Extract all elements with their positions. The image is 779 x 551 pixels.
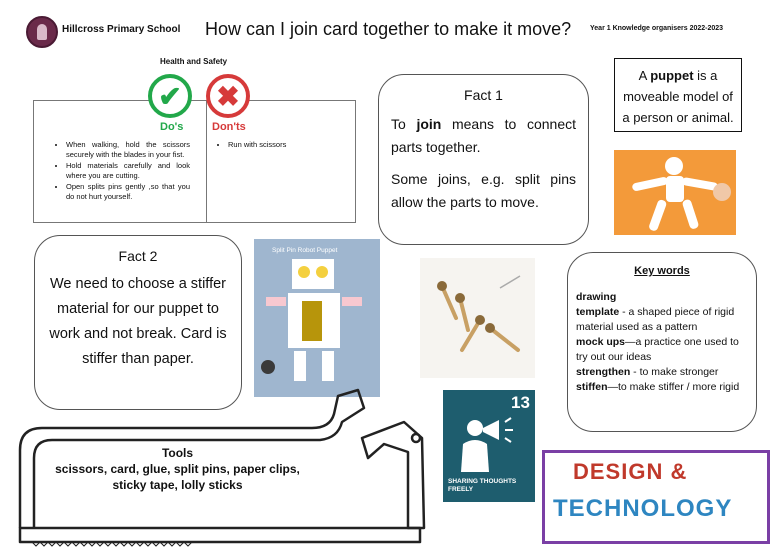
puppet-def-term: puppet xyxy=(650,68,694,83)
fact2-title: Fact 2 xyxy=(118,248,158,264)
keyword-item xyxy=(576,365,748,380)
fact1-text: To xyxy=(391,116,417,132)
tools-title: Tools xyxy=(161,446,194,460)
keyword-term: mock ups xyxy=(576,336,626,348)
split-pins-image xyxy=(420,258,535,378)
keyword-item xyxy=(576,335,748,365)
fact2-body: We need to choose a stiffer material for our puppet to work and not break. Card is stiffer than paper. xyxy=(49,276,227,367)
donts-item: • Run with scissors xyxy=(228,140,340,150)
design-technology-logo xyxy=(542,450,770,544)
keyword-item xyxy=(576,380,748,395)
robot-caption: Split Pin Robot Puppet xyxy=(272,247,338,254)
keyword-term: stiffen xyxy=(576,381,608,393)
paper-puppet-image xyxy=(614,150,736,235)
keyword-definition: —a practice one used to try out our ideas xyxy=(576,336,739,363)
keyword-definition: - to make stronger xyxy=(630,366,719,378)
keyword-item xyxy=(576,305,748,335)
tools-section xyxy=(55,445,300,493)
year-label: Year 1 Knowledge organisers 2022-2023 xyxy=(590,25,724,32)
dos-list xyxy=(40,140,190,203)
checkmark-icon: ✔ xyxy=(148,74,192,118)
page-title: How can I join card together to make it move? xyxy=(205,19,572,39)
fact1-bold-term: join xyxy=(416,116,442,132)
puppet-definition xyxy=(614,58,742,132)
fact1-box xyxy=(378,74,589,245)
fact1-paragraph-2: Some joins, e.g. split pins allow the parts to move. xyxy=(391,171,576,210)
health-safety-divider xyxy=(206,100,207,223)
school-logo xyxy=(26,16,58,48)
keyword-definition: —to make stiffer / more rigid xyxy=(607,381,740,393)
puppet-def-text: A xyxy=(638,68,651,83)
sdg-13-tile xyxy=(443,390,535,502)
keyword-term: drawing xyxy=(576,291,617,303)
dos-label: Do's xyxy=(160,121,184,133)
keyword-term: template xyxy=(576,306,620,318)
dos-item: • Hold materials carefully and look where you are cutting. xyxy=(66,161,190,181)
dos-item: • When walking, hold the scissors securely with the blades in your fist. xyxy=(66,140,190,160)
sdg-label: SHARING THOUGHTS FREELY xyxy=(448,478,517,493)
puppet-def-text: is a moveable model of a person or animal. xyxy=(622,68,734,125)
school-name: Hillcross Primary School xyxy=(62,24,181,35)
health-safety-heading: Health and Safety xyxy=(160,57,228,66)
fact1-paragraph xyxy=(391,113,576,159)
key-words-title: Key words xyxy=(634,265,690,277)
megaphone-person-icon xyxy=(453,412,523,474)
robot-puppet-image xyxy=(254,239,380,397)
cross-icon: ✖ xyxy=(206,74,250,118)
donts-label: Don'ts xyxy=(212,121,246,133)
fact1-title: Fact 1 xyxy=(464,87,503,103)
tools-list: scissors, card, glue, split pins, paper clips, sticky tape, lolly sticks xyxy=(55,462,300,492)
dos-item: • Open splits pins gently ,so that you do not hurt yourself. xyxy=(66,182,190,202)
dt-logo-line2: TECHNOLOGY xyxy=(553,495,733,522)
sdg-number: 13 xyxy=(511,393,530,412)
keyword-term: strengthen xyxy=(576,366,631,378)
keyword-definition: - a shaped piece of rigid material used as a pattern xyxy=(576,306,735,333)
fact1-text: means to connect parts together. xyxy=(391,116,576,155)
key-words-box xyxy=(567,252,757,432)
keyword-item xyxy=(576,290,748,305)
dt-logo-line1: DESIGN & xyxy=(573,459,688,484)
donts-list xyxy=(210,140,340,151)
